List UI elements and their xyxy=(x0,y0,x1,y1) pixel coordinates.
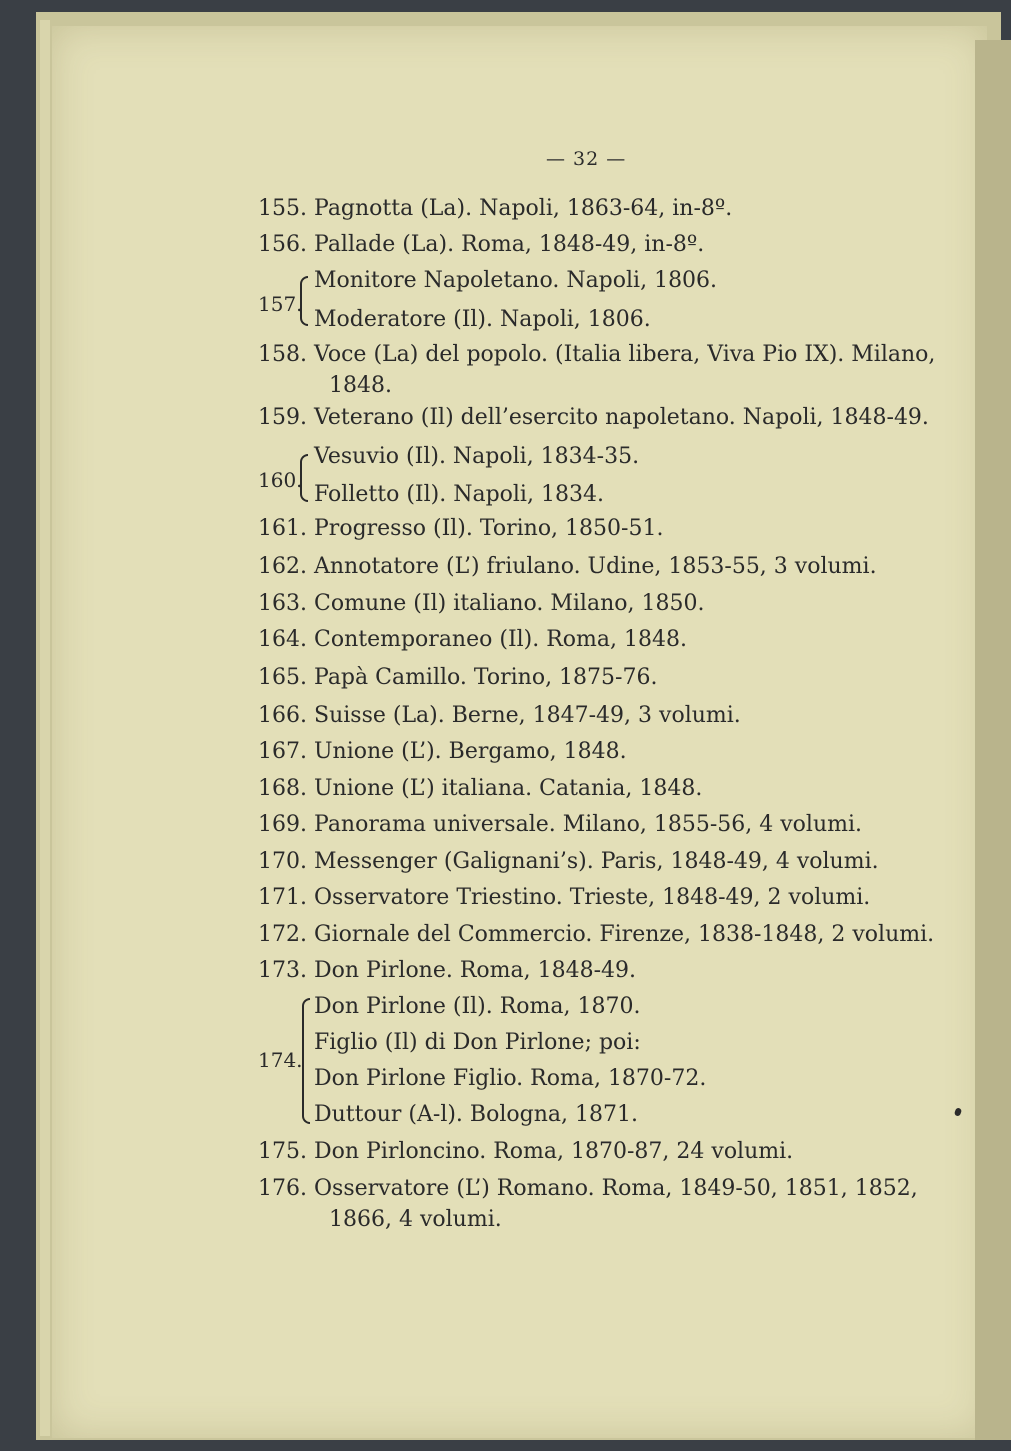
facing-page-edge xyxy=(975,40,1011,1440)
entry-number: 166. xyxy=(258,703,307,728)
entry-number: 175. xyxy=(258,1139,307,1164)
entry-continuation: 1848. xyxy=(329,373,392,398)
entry-number: 169. xyxy=(258,812,307,837)
entry-number: 156. xyxy=(258,232,307,257)
entry-number: 159. xyxy=(258,405,307,430)
entry-line: Don Pirlone Figlio. Roma, 1870-72. xyxy=(314,1066,707,1091)
entry-line: Folletto (Il). Napoli, 1834. xyxy=(314,482,604,507)
page-number: — 32 — xyxy=(546,148,627,170)
entry-text: Don Pirlone. Roma, 1848-49. xyxy=(314,958,637,983)
entry-line: Duttour (A-l). Bologna, 1871. xyxy=(314,1102,638,1127)
entry-number: 163. xyxy=(258,591,307,616)
entry-number: 161. xyxy=(258,516,307,541)
entry-continuation: 1866, 4 volumi. xyxy=(329,1207,502,1232)
entry-text: Messenger (Galignani’s). Paris, 1848-49, 4 volumi. xyxy=(314,849,879,874)
entry-line: Vesuvio (Il). Napoli, 1834-35. xyxy=(314,444,640,469)
entry-number: 174. xyxy=(258,1048,303,1072)
entry-text: Unione (L’) italiana. Catania, 1848. xyxy=(314,776,703,801)
entry-text: Giornale del Commercio. Firenze, 1838-1848, 2 volumi. xyxy=(314,922,935,947)
entry-number: 158. xyxy=(258,342,307,367)
entry-text: Osservatore Triestino. Trieste, 1848-49, 2 volumi. xyxy=(314,885,871,910)
entry-text: Annotatore (L’) friulano. Udine, 1853-55, 3 volumi. xyxy=(314,554,877,579)
entry-number: 160. xyxy=(258,468,303,492)
entry-number: 170. xyxy=(258,849,307,874)
entry-number: 162. xyxy=(258,554,307,579)
entry-line: Moderatore (Il). Napoli, 1806. xyxy=(314,307,651,332)
entry-number: 164. xyxy=(258,627,307,652)
entry-text: Pagnotta (La). Napoli, 1863-64, in-8º. xyxy=(314,196,733,221)
entry-text: Papà Camillo. Torino, 1875-76. xyxy=(314,665,658,690)
entry-line: Monitore Napoletano. Napoli, 1806. xyxy=(314,268,718,293)
brace xyxy=(302,998,310,1124)
entry-number: 168. xyxy=(258,776,307,801)
page-stack-edge xyxy=(40,20,50,1436)
entry-number: 167. xyxy=(258,739,307,764)
entry-text: Unione (L’). Bergamo, 1848. xyxy=(314,739,627,764)
entry-number: 155. xyxy=(258,196,307,221)
brace xyxy=(300,276,308,326)
entry-text: Pallade (La). Roma, 1848-49, in-8º. xyxy=(314,232,705,257)
entry-line: Figlio (Il) di Don Pirlone; poi: xyxy=(314,1030,641,1055)
entry-text: Veterano (Il) dell’esercito napoletano. Napoli, 1848-49. xyxy=(314,405,929,430)
entry-line: Don Pirlone (Il). Roma, 1870. xyxy=(314,994,641,1019)
entry-number: 172. xyxy=(258,922,307,947)
entry-text: Don Pirloncino. Roma, 1870-87, 24 volumi. xyxy=(314,1139,794,1164)
entry-number: 171. xyxy=(258,885,307,910)
entry-text: Contemporaneo (Il). Roma, 1848. xyxy=(314,627,687,652)
entry-text: Suisse (La). Berne, 1847-49, 3 volumi. xyxy=(314,703,741,728)
entry-number: 173. xyxy=(258,958,307,983)
entry-number: 176. xyxy=(258,1176,307,1201)
entry-number: 165. xyxy=(258,665,307,690)
entry-text: Voce (La) del popolo. (Italia libera, Viva Pio IX). Milano, xyxy=(314,342,936,367)
entry-text: Panorama universale. Milano, 1855-56, 4 volumi. xyxy=(314,812,863,837)
brace xyxy=(300,454,308,502)
entry-number: 157. xyxy=(258,292,303,316)
entry-text: Progresso (Il). Torino, 1850-51. xyxy=(314,516,664,541)
entry-text: Osservatore (L’) Romano. Roma, 1849-50, 1851, 1852, xyxy=(314,1176,918,1201)
entry-text: Comune (Il) italiano. Milano, 1850. xyxy=(314,591,705,616)
